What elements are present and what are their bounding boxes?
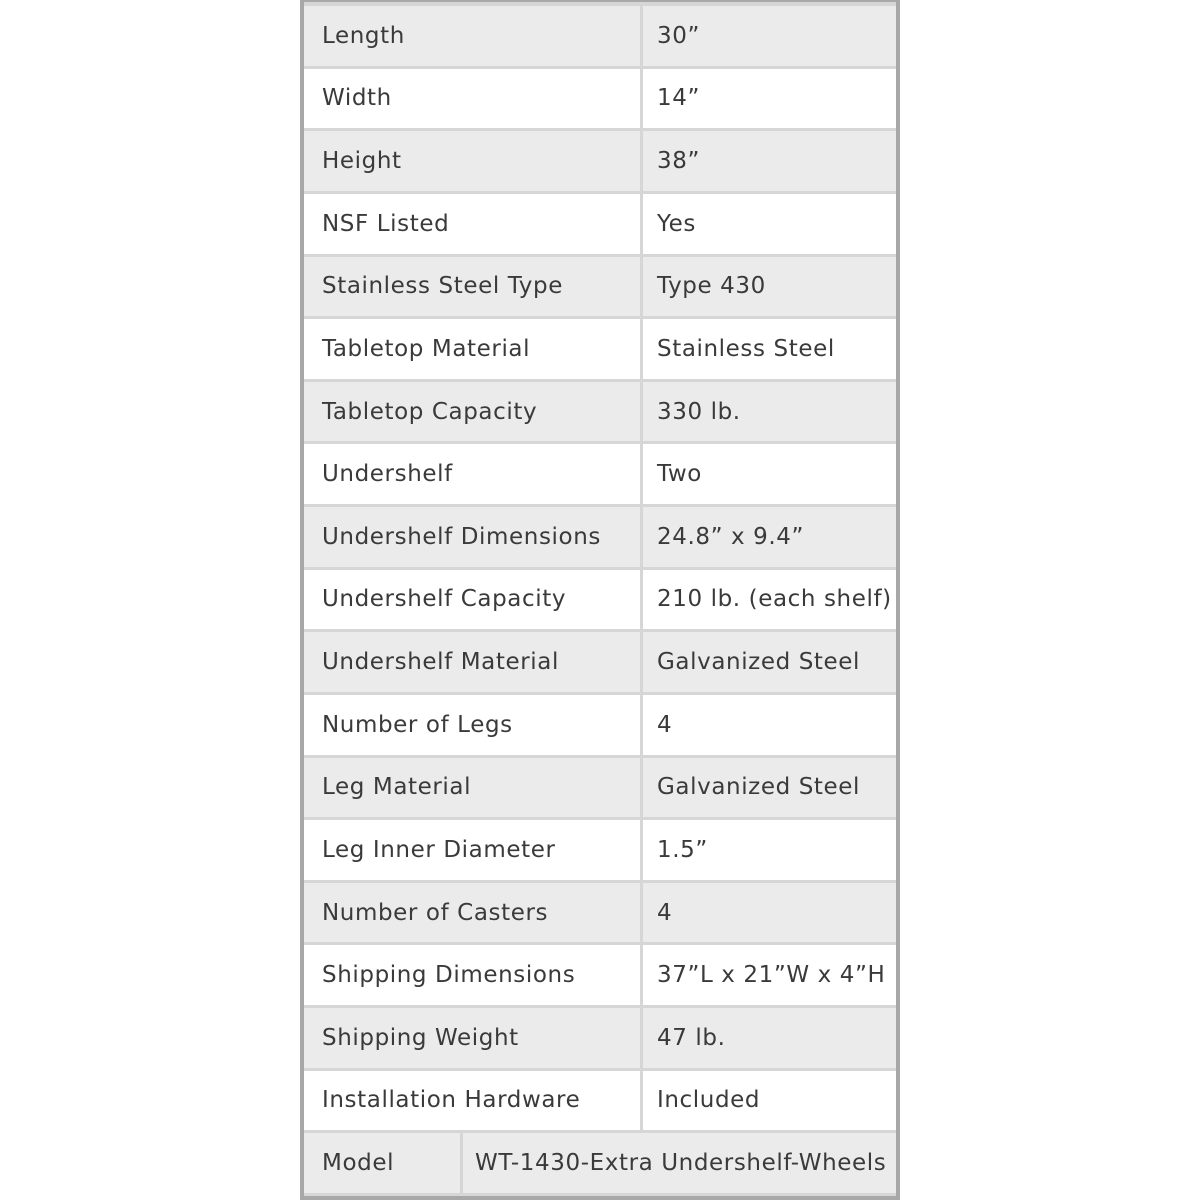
- spec-label: Height: [304, 131, 640, 191]
- spec-label: Number of Casters: [304, 883, 640, 943]
- spec-value: 24.8” x 9.4”: [643, 507, 896, 567]
- spec-row-length: [304, 6, 896, 66]
- spec-label: Tabletop Material: [304, 319, 640, 379]
- spec-value: 38”: [643, 131, 896, 191]
- spec-label: Leg Inner Diameter: [304, 820, 640, 880]
- spec-row-installation-hardware: [304, 1071, 896, 1131]
- spec-value: 330 lb.: [643, 382, 896, 442]
- spec-value: Stainless Steel: [643, 319, 896, 379]
- spec-value: WT-1430-Extra Undershelf-Wheels: [463, 1133, 896, 1193]
- spec-row-tabletop-capacity: [304, 382, 896, 442]
- spec-label: Stainless Steel Type: [304, 257, 640, 317]
- spec-row-tabletop-material: [304, 319, 896, 379]
- spec-value: 47 lb.: [643, 1008, 896, 1068]
- spec-value: Yes: [643, 194, 896, 254]
- spec-label: Undershelf Capacity: [304, 570, 640, 630]
- spec-value: 4: [643, 695, 896, 755]
- spec-label: Model: [304, 1133, 460, 1193]
- spec-value: Type 430: [643, 257, 896, 317]
- spec-row-leg-material: [304, 758, 896, 818]
- spec-label: Width: [304, 69, 640, 129]
- spec-label: Shipping Weight: [304, 1008, 640, 1068]
- spec-table: [300, 0, 900, 1200]
- spec-value: 210 lb. (each shelf): [643, 570, 896, 630]
- spec-row-number-of-legs: [304, 695, 896, 755]
- spec-label: Undershelf Material: [304, 632, 640, 692]
- spec-row-undershelf-dimensions: [304, 507, 896, 567]
- spec-label: Undershelf Dimensions: [304, 507, 640, 567]
- spec-value: Galvanized Steel: [643, 632, 896, 692]
- spec-label: Tabletop Capacity: [304, 382, 640, 442]
- spec-value: Included: [643, 1071, 896, 1131]
- spec-value: 14”: [643, 69, 896, 129]
- spec-row-width: [304, 69, 896, 129]
- spec-value: Two: [643, 444, 896, 504]
- spec-value: 4: [643, 883, 896, 943]
- spec-row-model: [304, 1133, 896, 1193]
- spec-row-shipping-dimensions: [304, 945, 896, 1005]
- spec-row-height: [304, 131, 896, 191]
- spec-label: Length: [304, 6, 640, 66]
- spec-label: Installation Hardware: [304, 1071, 640, 1131]
- spec-label: NSF Listed: [304, 194, 640, 254]
- spec-row-shipping-weight: [304, 1008, 896, 1068]
- spec-row-undershelf-capacity: [304, 570, 896, 630]
- spec-row-leg-inner-diameter: [304, 820, 896, 880]
- spec-value: 37”L x 21”W x 4”H: [643, 945, 896, 1005]
- spec-value: 1.5”: [643, 820, 896, 880]
- spec-label: Undershelf: [304, 444, 640, 504]
- spec-row-number-of-casters: [304, 883, 896, 943]
- spec-label: Shipping Dimensions: [304, 945, 640, 1005]
- spec-value: Galvanized Steel: [643, 758, 896, 818]
- spec-row-stainless-steel-type: [304, 257, 896, 317]
- spec-row-undershelf: [304, 444, 896, 504]
- spec-label: Number of Legs: [304, 695, 640, 755]
- spec-label: Leg Material: [304, 758, 640, 818]
- spec-value: 30”: [643, 6, 896, 66]
- spec-row-undershelf-material: [304, 632, 896, 692]
- spec-row-nsf-listed: [304, 194, 896, 254]
